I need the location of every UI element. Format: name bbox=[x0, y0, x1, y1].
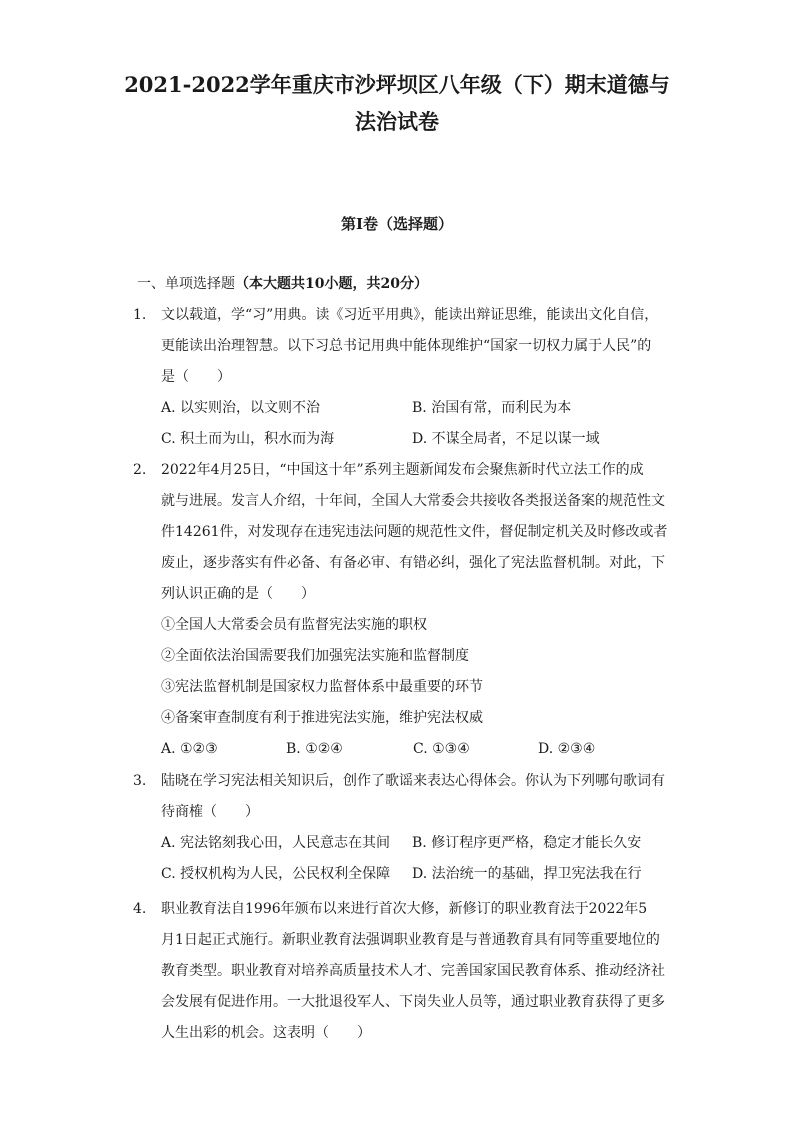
option-d[interactable]: D. 法治统一的基础，捍卫宪法我在行 bbox=[412, 866, 642, 882]
statement-4: ④备案审查制度有利于推进宪法实施，维护宪法权威 bbox=[161, 710, 483, 726]
question-2 bbox=[133, 455, 668, 765]
statement-2: ②全面依法治国需要我们加强宪法实施和监督制度 bbox=[161, 648, 469, 664]
question-3 bbox=[133, 766, 663, 890]
option-d[interactable]: D. ②③④ bbox=[538, 741, 596, 757]
part-header bbox=[137, 270, 428, 298]
question-stem bbox=[161, 300, 663, 393]
exam-title bbox=[120, 66, 674, 140]
stem-line: 文以载道，学“习”用典。读《习近平用典》，能读出辩证思维，能读出文化自信， bbox=[161, 307, 659, 323]
question-4 bbox=[133, 894, 663, 1049]
section-title: 第I卷（选择题） bbox=[340, 215, 454, 233]
option-b[interactable]: B. 治国有常，而利民为本 bbox=[412, 400, 572, 416]
option-row bbox=[161, 828, 663, 859]
option-c[interactable]: C. 授权机构为人民，公民权利全保障 bbox=[161, 866, 391, 882]
question-number: 1. bbox=[133, 307, 147, 323]
stem-line: 陆晓在学习宪法相关知识后，创作了歌谣来表达心得体会。你认为下列哪句歌词有 bbox=[161, 773, 665, 789]
option-row bbox=[161, 424, 663, 455]
option-row bbox=[161, 393, 663, 424]
option-b[interactable]: B. 修订程序更严格，稳定才能长久安 bbox=[412, 835, 642, 851]
question-stem bbox=[161, 455, 668, 610]
title-line-1: 2021-2022学年重庆市沙坪坝区八年级（下）期末道德与 bbox=[124, 72, 670, 97]
stem-line: 人生出彩的机会。这表明（ ） bbox=[161, 1025, 371, 1041]
stem-line: 件14261件，对发现存在违宪违法问题的规范性文件，督促制定机关及时修改或者 bbox=[161, 524, 668, 540]
stem-line: 2022年4月25日，“中国这十年”系列主题新闻发布会聚焦新时代立法工作的成 bbox=[161, 462, 644, 478]
stem-line: 更能读出治理智慧。以下习总书记用典中能体现维护“国家一切权力属于人民”的 bbox=[161, 338, 652, 354]
statement-3: ③宪法监督机制是国家权力监督体系中最重要的环节 bbox=[161, 679, 483, 695]
question-stem bbox=[161, 766, 663, 828]
option-a[interactable]: A. 以实则治，以文则不治 bbox=[161, 400, 321, 416]
stem-line: 列认识正确的是（ ） bbox=[161, 586, 315, 602]
part-prefix: 一、单项选择题 bbox=[137, 276, 235, 292]
title-line-2: 法治试卷 bbox=[355, 109, 439, 134]
question-number: 2. bbox=[133, 462, 147, 478]
option-a[interactable]: A. ①②③ bbox=[161, 741, 218, 757]
statement-1: ①全国人大常委会员有监督宪法实施的职权 bbox=[161, 617, 427, 633]
question-number: 3. bbox=[133, 773, 147, 789]
stem-line: 废止，逐步落实有件必备、有备必审、有错必纠，强化了宪法监督机制。对此，下 bbox=[161, 555, 665, 571]
option-a[interactable]: A. 宪法铭刻我心田，人民意志在其间 bbox=[161, 835, 391, 851]
stem-line: 职业教育法自1996年颁布以来进行首次大修，新修订的职业教育法于2022年5 bbox=[161, 901, 648, 917]
question-stem bbox=[161, 894, 663, 1049]
option-row bbox=[161, 734, 663, 765]
option-row bbox=[161, 859, 663, 890]
stem-line: 教育类型。职业教育对培养高质量技术人才、完善国家国民教育体系、推动经济社 bbox=[161, 963, 665, 979]
question-1 bbox=[133, 300, 663, 455]
stem-line: 待商榷（ ） bbox=[161, 804, 259, 820]
stem-line: 会发展有促进作用。一大批退役军人、下岗失业人员等，通过职业教育获得了更多 bbox=[161, 994, 665, 1010]
option-c[interactable]: C. ①③④ bbox=[413, 741, 470, 757]
question-number: 4. bbox=[133, 901, 147, 917]
option-c[interactable]: C. 积土而为山，积水而为海 bbox=[161, 431, 335, 447]
option-b[interactable]: B. ①②④ bbox=[286, 741, 343, 757]
stem-line: 就与进展。发言人介绍，十年间，全国人大常委会共接收各类报送备案的规范性文 bbox=[161, 493, 665, 509]
stem-line: 月1日起正式施行。新职业教育法强调职业教育是与普通教育具有同等重要地位的 bbox=[161, 932, 660, 948]
stem-line: 是（ ） bbox=[161, 369, 231, 385]
option-d[interactable]: D. 不谋全局者，不足以谋一域 bbox=[412, 431, 600, 447]
part-detail: （本大题共10小题，共20分） bbox=[235, 276, 428, 292]
